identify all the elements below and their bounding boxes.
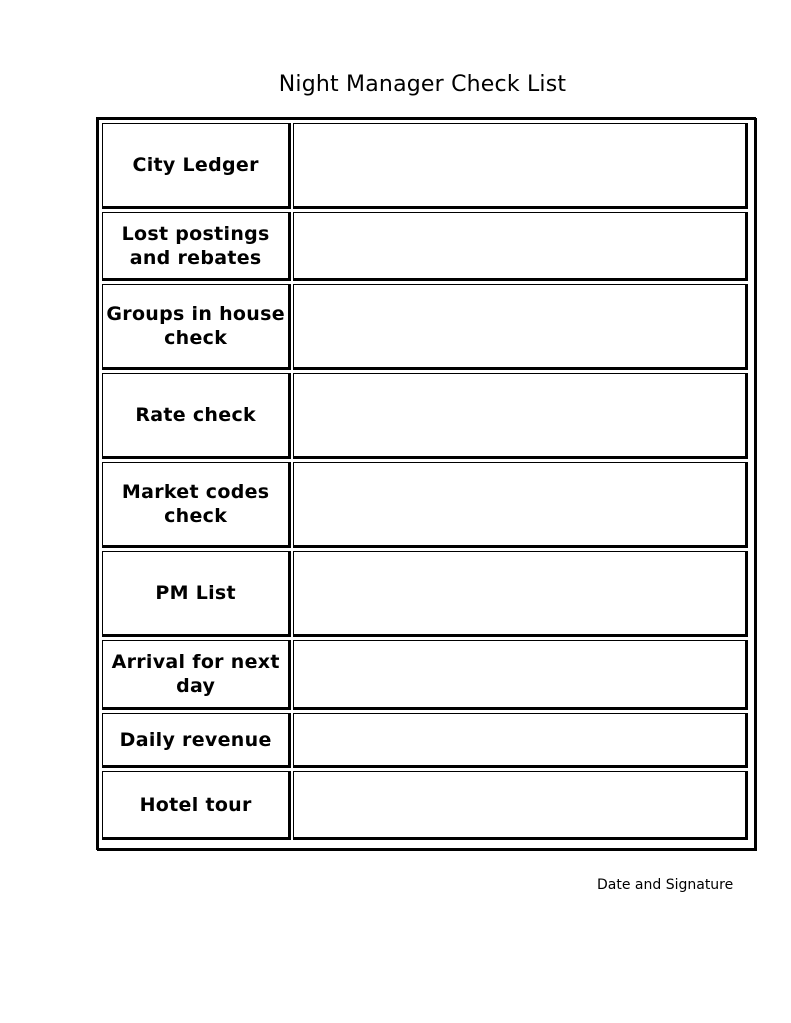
row-label-market-codes: Market codes check	[102, 462, 291, 548]
row-label-hotel-tour: Hotel tour	[102, 771, 291, 840]
row-label-city-ledger: City Ledger	[102, 123, 291, 209]
table-row	[102, 551, 748, 637]
table-row	[102, 462, 748, 548]
row-value-arrival-next-day[interactable]	[293, 640, 748, 710]
checklist-table	[100, 120, 750, 843]
page-title: Night Manager Check List	[278, 72, 567, 97]
table-row	[102, 771, 748, 840]
table-row	[102, 713, 748, 768]
row-value-city-ledger[interactable]	[293, 123, 748, 209]
row-value-daily-revenue[interactable]	[293, 713, 748, 768]
table-row	[102, 123, 748, 209]
table-row	[102, 212, 748, 281]
row-label-pm-list: PM List	[102, 551, 291, 637]
row-label-daily-revenue: Daily revenue	[102, 713, 291, 768]
row-value-market-codes[interactable]	[293, 462, 748, 548]
row-label-lost-postings: Lost postings and rebates	[102, 212, 291, 281]
row-label-rate-check: Rate check	[102, 373, 291, 459]
row-label-groups-in-house: Groups in house check	[102, 284, 291, 370]
row-value-hotel-tour[interactable]	[293, 771, 748, 840]
row-value-lost-postings[interactable]	[293, 212, 748, 281]
checklist-frame	[96, 117, 756, 850]
table-row	[102, 373, 748, 459]
row-value-rate-check[interactable]	[293, 373, 748, 459]
date-and-signature-label: Date and Signature	[597, 877, 734, 893]
row-label-arrival-next-day: Arrival for next day	[102, 640, 291, 710]
table-row	[102, 640, 748, 710]
table-row	[102, 284, 748, 370]
row-value-groups-in-house[interactable]	[293, 284, 748, 370]
row-value-pm-list[interactable]	[293, 551, 748, 637]
